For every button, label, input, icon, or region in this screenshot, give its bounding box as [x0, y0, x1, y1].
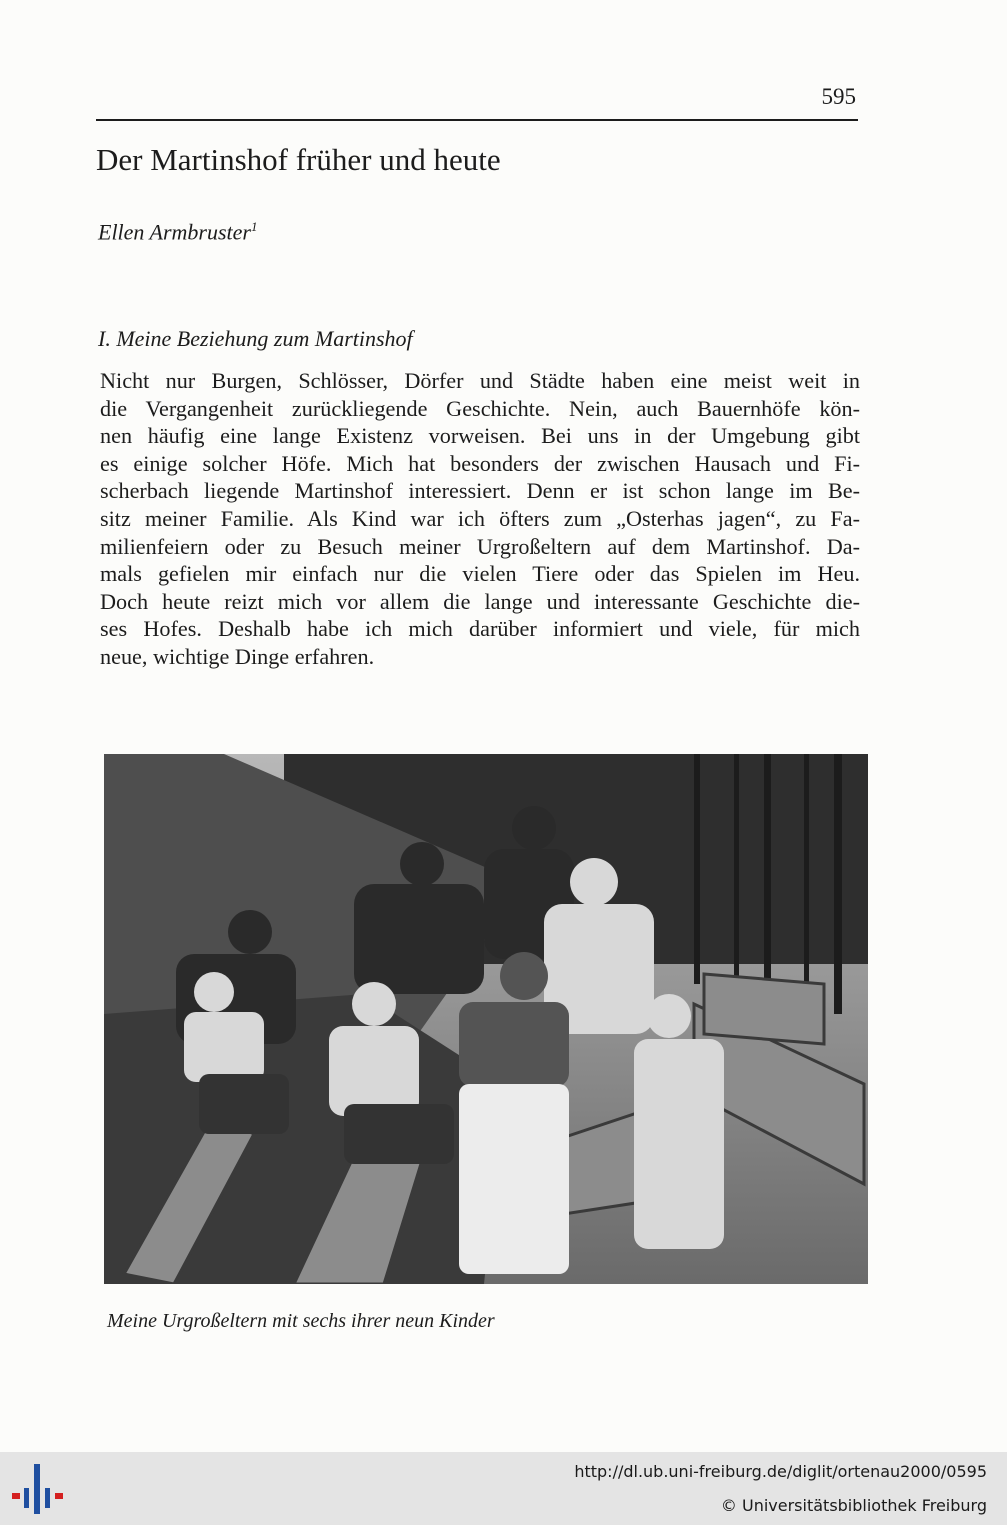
- body-line: die Vergangenheit zurückliegende Geschichte. Nein, auch Bauernhöfe kön-: [100, 395, 860, 421]
- footer-copyright: © Universitätsbibliothek Freiburg: [720, 1496, 987, 1515]
- body-paragraph: [100, 367, 860, 671]
- body-line: Doch heute reizt mich vor allem die lange und interessante Geschichte die-: [100, 588, 860, 614]
- footer-url-link[interactable]: http://dl.ub.uni-freiburg.de/diglit/ortenau2000/0595: [574, 1462, 987, 1481]
- body-line: mals gefielen mir einfach nur die vielen Tiere oder das Spielen im Heu.: [100, 561, 860, 587]
- body-line: sitz meiner Familie. Als Kind war ich öfters zum „Osterhas jagen“, zu Fa-: [100, 505, 860, 531]
- author-line: [98, 219, 257, 245]
- body-line: nen häufig eine lange Existenz vorweisen. Bei uns in der Umgebung gibt: [100, 423, 860, 449]
- family-photo-illustration: [104, 754, 868, 1284]
- author-footnote-marker: 1: [250, 219, 258, 234]
- body-line: scherbach liegende Martinshof interessiert. Denn er ist schon lange im Be-: [100, 478, 860, 504]
- footer-bar: [0, 1452, 1007, 1525]
- ub-freiburg-logo-icon: [12, 1462, 64, 1516]
- photo-caption: Meine Urgroßeltern mit sechs ihrer neun Kinder: [107, 1310, 495, 1332]
- body-line: Nicht nur Burgen, Schlösser, Dörfer und Städte haben eine meist weit in: [100, 368, 860, 393]
- body-line: ses Hofes. Deshalb habe ich mich darüber informiert und viele, für mich: [100, 616, 860, 642]
- body-line: milienfeiern oder zu Besuch meiner Urgroßeltern auf dem Martinshof. Da-: [100, 533, 860, 559]
- body-line: es einige solcher Höfe. Mich hat besonders der zwischen Hausach und Fi-: [100, 450, 860, 476]
- family-photo: [104, 754, 868, 1284]
- author-name: Ellen Armbruster: [98, 219, 251, 245]
- header-rule: [96, 119, 858, 121]
- article-title: Der Martinshof früher und heute: [96, 142, 501, 177]
- body-line: neue, wichtige Dinge erfahren.: [100, 643, 375, 669]
- page-number: 595: [821, 84, 856, 109]
- section-heading: I. Meine Beziehung zum Martinshof: [98, 326, 413, 351]
